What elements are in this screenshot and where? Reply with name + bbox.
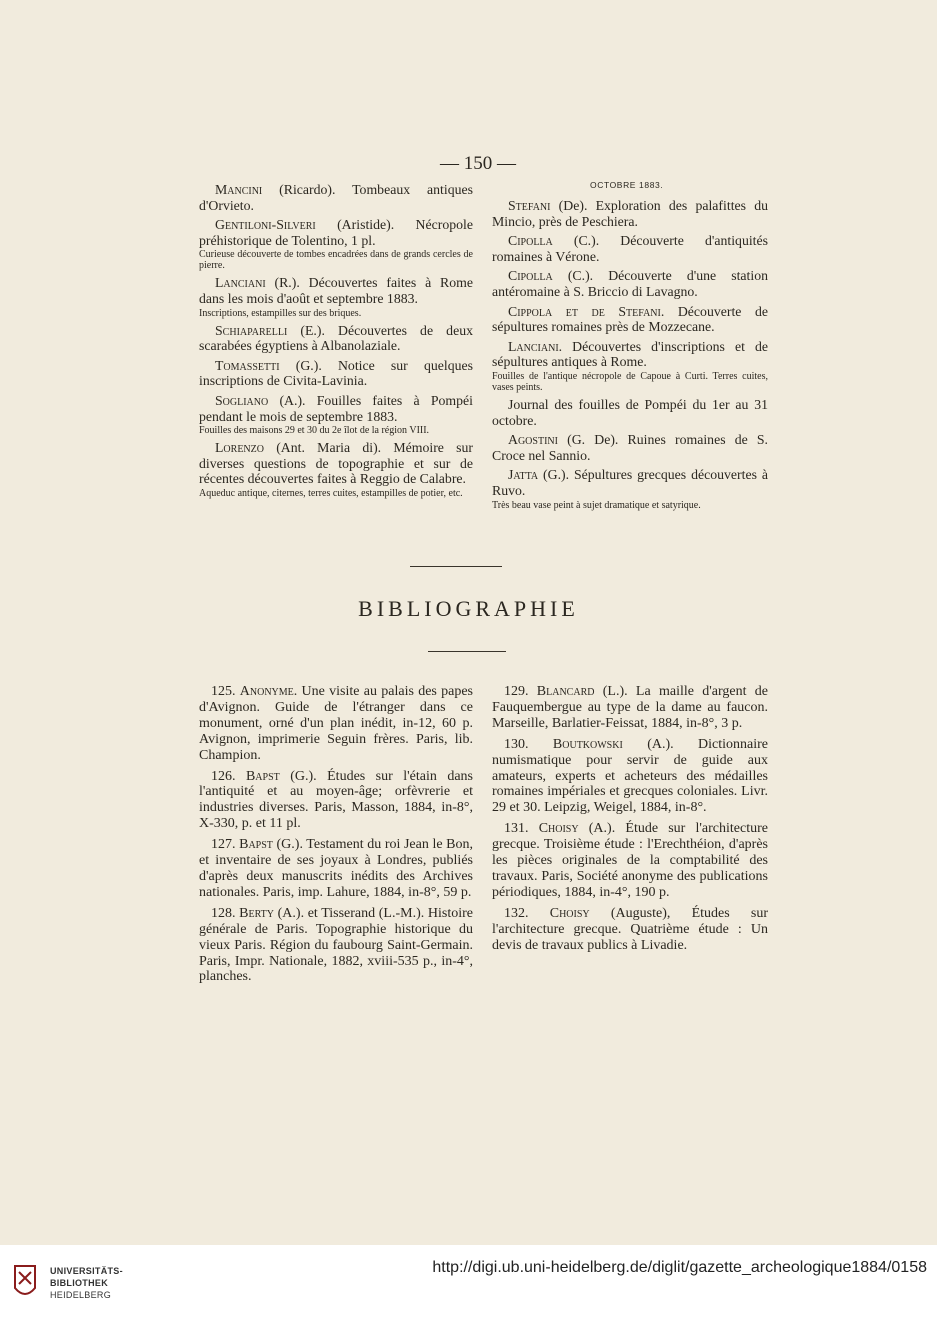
entry-note: Aqueduc antique, citernes, terres cuites, estampilles de potier, etc. <box>199 487 463 499</box>
entry-note: Fouilles des maisons 29 et 30 du 2e îlot de la région VIII. <box>199 425 430 437</box>
item-text: (A.). Étude sur l'architecture grecque. Troisième étude : l'Erechthéion, d'après les pièces originales de la comptabilité des travaux. Paris, Société anonyme des publications périodiques, 1884, in-4°, 190 p. <box>492 821 768 900</box>
bibliography-item <box>199 906 473 986</box>
left-entry <box>199 275 473 306</box>
left-entry <box>199 393 473 424</box>
entry-author: Lorenzo <box>215 440 264 456</box>
right-entry <box>492 304 768 335</box>
entry-text: . Découvertes d'inscriptions et de sépultures antiques à Rome. <box>492 338 768 370</box>
logo-line-1: UNIVERSITÄTS- <box>50 1266 123 1276</box>
logo-line-3: HEIDELBERG <box>50 1290 112 1300</box>
bibliography-item <box>199 837 473 901</box>
entry-author: Agostini <box>508 432 558 448</box>
item-text: (G.). Testament du roi Jean le Bon, et inventaire de ses joyaux à Londres, publiés d'après deux manuscrits inédits des Archives nationales. Paris, imp. Lahure, 1884, in-8°, 59 p. <box>199 837 474 900</box>
item-number: 127. <box>211 837 240 853</box>
bibliography-item <box>492 821 768 901</box>
item-number: 128. <box>211 905 240 921</box>
entry-note: Curieuse découverte de tombes encadrées dans de grands cercles de pierre. <box>199 249 473 272</box>
item-text: (L.). La maille d'argent de Fauquembergue au type de la dame au faucon. Marseille, Barlatier-Feissat, 1884, in-8°, 3 p. <box>492 684 769 731</box>
item-text: . Une visite au palais des papes d'Avignon. Guide de l'étranger dans ce monument, orné d'un plan inédit, in-12, 60 p. Avignon, imprimerie Seguin frères. Paris, lib. Champion. <box>199 684 474 763</box>
item-author: Bapst <box>245 768 280 784</box>
entry-text: (De). Exploration des palafittes du Mincio, près de Peschiera. <box>492 198 768 229</box>
entry-text: (Aristide). Nécropole préhistorique de Tolentino, 1 pl. <box>199 217 473 248</box>
entry-author: Lanciani <box>508 338 559 354</box>
running-head-date: OCTOBRE 1883. <box>590 180 664 190</box>
left-entry <box>199 358 473 389</box>
item-number: 125. <box>211 684 240 699</box>
right-column <box>492 198 768 515</box>
left-entry <box>199 440 473 487</box>
left-entry <box>199 217 473 248</box>
source-url[interactable]: http://digi.ub.uni-heidelberg.de/diglit/gazette_archeologique1884/0158 <box>432 1259 927 1276</box>
item-number: 131. <box>504 821 539 837</box>
entry-author: Schiaparelli <box>215 322 288 338</box>
left-entry <box>199 182 473 213</box>
right-entry <box>492 233 768 264</box>
entry-text: (A.). Fouilles faites à Pompéi pendant le mois de septembre 1883. <box>199 392 473 424</box>
entry-text: (G. De). Ruines romaines de S. Croce nel Sannio. <box>492 432 768 463</box>
item-author: Boutkowski <box>552 736 623 752</box>
right-entry <box>492 432 768 463</box>
bibliography-left-column <box>199 684 473 990</box>
item-text: (G.). Études sur l'étain dans l'antiquité et au moyen-âge; orfèvrerie et industries diverses. Paris, Masson, 1884, in-8°, X-330, p. et 11 pl. <box>199 768 473 832</box>
bibliography-item <box>492 906 768 954</box>
entry-author: Cipolla <box>508 268 553 284</box>
right-entry <box>492 339 768 370</box>
entry-text: (R.). Découvertes faites à Rome dans les mois d'août et septembre 1883. <box>199 275 473 306</box>
item-text: (A.). Dictionnaire numismatique pour servir de guide aux amateurs, experts et acheteurs des médailles romaines impériales et grecques coloniales. Livr. 29 et 30. Leipzig, Weigel, 1884, in-8°. <box>492 736 768 816</box>
entry-text: Journal des fouilles de Pompéi du 1er au 31 octobre. <box>492 396 768 428</box>
entry-author: Cippola et de Stefani <box>508 303 661 319</box>
entry-author: Lanciani <box>215 275 266 291</box>
right-entry <box>492 467 768 498</box>
item-number: 126. <box>211 768 246 784</box>
bibliography-item <box>199 769 473 833</box>
page-number: — 150 — <box>440 153 516 174</box>
item-author: Anonyme <box>239 684 294 699</box>
entry-author: Gentiloni-Silveri <box>215 217 316 233</box>
right-entry <box>492 397 768 428</box>
bibliography-item <box>199 684 473 764</box>
item-text: (A.). et Tisserand (L.-M.). Histoire générale de Paris. Topographie historique du vieux Paris. Région du faubourg Saint-Germain. Paris, Impr. Nationale, 1882, xviii-535 p., in-4°, planches. <box>199 905 474 985</box>
entry-note: Fouilles de l'antique nécropole de Capoue à Curti. Terres cuites, vases peints. <box>492 370 768 393</box>
entry-author: Mancini <box>215 182 263 197</box>
entry-text: . Découverte de sépultures romaines près de Mozzecane. <box>492 303 768 335</box>
bibliography-right-column <box>492 684 768 959</box>
item-author: Choisy <box>549 905 590 921</box>
logo-line-2: BIBLIOTHEK <box>50 1278 108 1288</box>
right-entry <box>492 268 768 299</box>
section-heading: BIBLIOGRAPHIE <box>358 596 579 621</box>
entry-text: (C.). Découverte d'antiquités romaines à Vérone. <box>492 233 768 264</box>
entry-text: (G.). Notice sur quelques inscriptions de Civita-Lavinia. <box>199 357 473 389</box>
item-number: 132. <box>504 905 550 921</box>
entry-author: Tomassetti <box>215 357 280 373</box>
left-column <box>199 182 473 503</box>
item-number: 130. <box>504 736 553 752</box>
right-entry <box>492 198 768 229</box>
entry-author: Sogliano <box>215 392 269 408</box>
item-text: (Auguste), Études sur l'architecture grecque. Quatrième étude : Un devis de travaux publics à Livadie. <box>492 905 769 953</box>
library-logo <box>12 1262 172 1306</box>
entry-note: Très beau vase peint à sujet dramatique et satyrique. <box>492 499 701 511</box>
item-number: 129. <box>504 684 537 699</box>
item-author: Choisy <box>538 821 579 837</box>
bottom-divider <box>428 651 506 652</box>
top-divider <box>410 566 502 567</box>
bibliography-item <box>492 684 768 732</box>
left-entry <box>199 323 473 354</box>
entry-text: (G.). Sépultures grecques découvertes à Ruvo. <box>492 467 768 498</box>
library-emblem-icon <box>12 1262 38 1302</box>
entry-text: (Ant. Maria di). Mémoire sur diverses questions de topographie et sur de récentes découvertes faites à Reggio de Calabre. <box>199 440 473 487</box>
entry-text: (Ricardo). Tombeaux antiques d'Orvieto. <box>199 182 473 213</box>
item-author: Bapst <box>239 837 273 853</box>
item-author: Berty <box>239 905 274 921</box>
entry-text: (C.). Découverte d'une station antéromaine à S. Briccio di Lavagno. <box>492 268 768 299</box>
entry-author: Jatta <box>508 467 539 483</box>
item-author: Blancard <box>536 684 595 699</box>
entry-text: (E.). Découvertes de deux scarabées égyptiens à Albanolaziale. <box>199 322 473 354</box>
bibliography-item <box>492 737 768 817</box>
entry-author: Cipolla <box>508 233 553 249</box>
entry-note: Inscriptions, estampilles sur des briques. <box>199 307 362 319</box>
entry-author: Stefani <box>508 198 551 213</box>
